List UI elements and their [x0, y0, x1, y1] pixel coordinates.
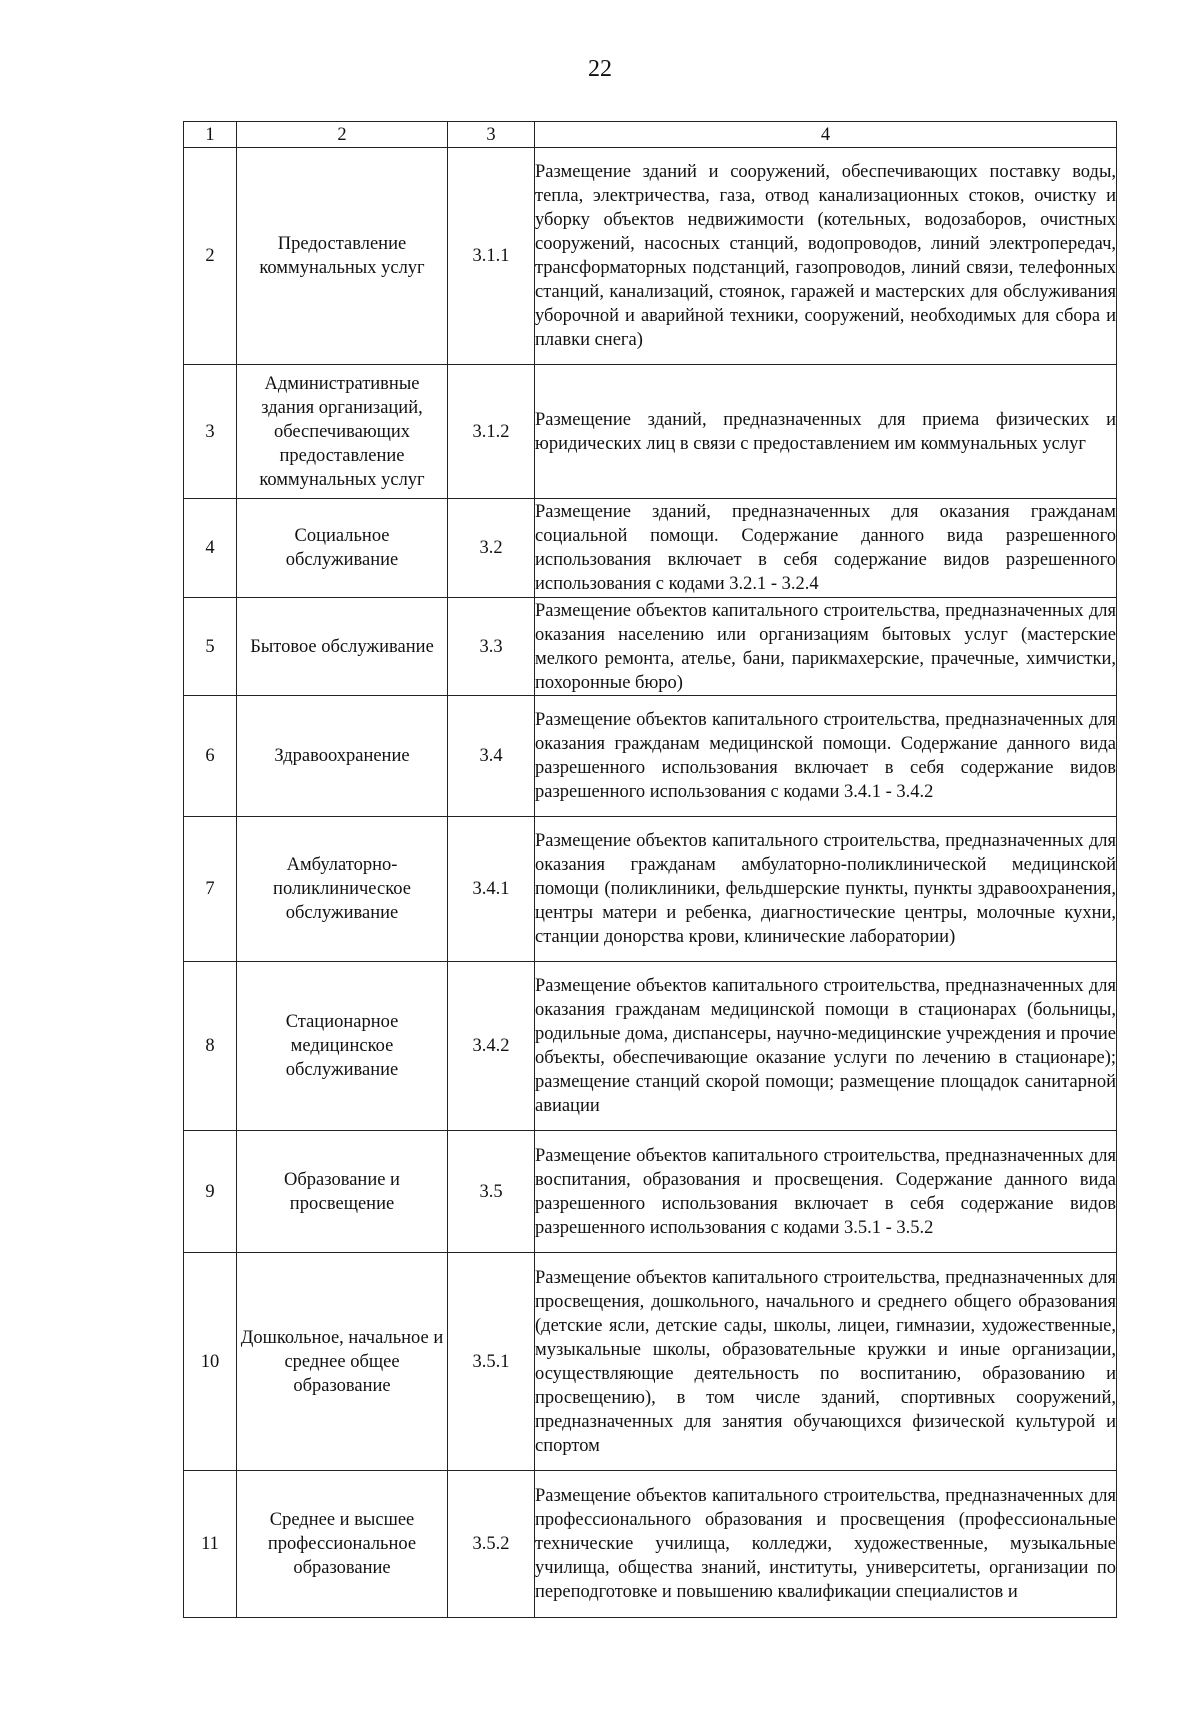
use-type-code: 3.4 — [448, 696, 535, 817]
row-number: 5 — [184, 598, 237, 696]
use-type-description: Размещение объектов капитального строительства, предназначенных для оказания гражданам медицинской помощи. Содержание данного вида разрешенного использования включает в себя содержание видов разрешенного использования с кодами 3.4.1 - 3.4.2 — [535, 696, 1117, 817]
use-type-code: 3.5.1 — [448, 1253, 535, 1471]
table-row — [184, 1253, 1117, 1471]
header-cell-2: 2 — [237, 122, 448, 148]
use-type-name: Дошкольное, начальное и среднее общее образование — [237, 1253, 448, 1471]
table-row — [184, 696, 1117, 817]
use-type-code: 3.4.1 — [448, 817, 535, 962]
row-number: 9 — [184, 1131, 237, 1253]
row-number: 6 — [184, 696, 237, 817]
row-number: 4 — [184, 499, 237, 598]
use-type-name: Бытовое обслуживание — [237, 598, 448, 696]
row-number: 11 — [184, 1471, 237, 1618]
table-row — [184, 148, 1117, 365]
use-type-code: 3.3 — [448, 598, 535, 696]
header-cell-1: 1 — [184, 122, 237, 148]
use-type-description: Размещение объектов капитального строительства, предназначенных для профессионального образования и просвещения (профессиональные технические училища, колледжи, художественные, музыкальные училища, общества знаний, институты, университеты, организации по переподготовке и повышению квалификации специалистов и — [535, 1471, 1117, 1618]
row-number: 10 — [184, 1253, 237, 1471]
use-type-description: Размещение зданий, предназначенных для оказания гражданам социальной помощи. Содержание данного вида разрешенного использования включает в себя содержание видов разрешенного использования с кодами 3.2.1 - 3.2.4 — [535, 499, 1117, 598]
table-row — [184, 499, 1117, 598]
use-type-name: Среднее и высшее профессиональное образование — [237, 1471, 448, 1618]
use-type-name: Стационарное медицинское обслуживание — [237, 962, 448, 1131]
use-type-description: Размещение объектов капитального строительства, предназначенных для оказания гражданам медицинской помощи в стационарах (больницы, родильные дома, диспансеры, научно-медицинские учреждения и прочие объекты, обеспечивающие оказание услуги по лечению в стационаре); размещение станций скорой помощи; размещение площадок санитарной авиации — [535, 962, 1117, 1131]
table-row — [184, 1131, 1117, 1253]
table-row — [184, 365, 1117, 499]
use-type-name: Социальное обслуживание — [237, 499, 448, 598]
land-use-table — [183, 121, 1117, 1618]
use-type-code: 3.1.2 — [448, 365, 535, 499]
use-type-name: Здравоохранение — [237, 696, 448, 817]
header-cell-3: 3 — [448, 122, 535, 148]
row-number: 2 — [184, 148, 237, 365]
use-type-code: 3.2 — [448, 499, 535, 598]
use-type-name: Амбулаторно-поликлиническое обслуживание — [237, 817, 448, 962]
table-row — [184, 962, 1117, 1131]
table-row — [184, 817, 1117, 962]
use-type-description: Размещение объектов капитального строительства, предназначенных для воспитания, образования и просвещения. Содержание данного вида разрешенного использования включает в себя содержание видов разрешенного использования с кодами 3.5.1 - 3.5.2 — [535, 1131, 1117, 1253]
use-type-code: 3.5.2 — [448, 1471, 535, 1618]
use-type-description: Размещение зданий, предназначенных для приема физических и юридических лиц в связи с предоставлением им коммунальных услуг — [535, 365, 1117, 499]
use-type-description: Размещение объектов капитального строительства, предназначенных для оказания гражданам амбулаторно-поликлинической медицинской помощи (поликлиники, фельдшерские пункты, пункты здравоохранения, центры матери и ребенка, диагностические центры, молочные кухни, станции донорства крови, клинические лаборатории) — [535, 817, 1117, 962]
use-type-code: 3.5 — [448, 1131, 535, 1253]
use-type-description: Размещение зданий и сооружений, обеспечивающих поставку воды, тепла, электричества, газа, отвод канализационных стоков, очистку и уборку объектов недвижимости (котельных, водозаборов, очистных сооружений, насосных станций, водопроводов, линий электропередач, трансформаторных подстанций, газопроводов, линий связи, телефонных станций, канализаций, стоянок, гаражей и мастерских для обслуживания уборочной и аварийной техники, сооружений, необходимых для сбора и плавки снега) — [535, 148, 1117, 365]
use-type-name: Административные здания организаций, обеспечивающих предоставление коммунальных услуг — [237, 365, 448, 499]
row-number: 3 — [184, 365, 237, 499]
use-type-code: 3.4.2 — [448, 962, 535, 1131]
use-type-name: Образование и просвещение — [237, 1131, 448, 1253]
header-cell-4: 4 — [535, 122, 1117, 148]
use-type-name: Предоставление коммунальных услуг — [237, 148, 448, 365]
use-type-description: Размещение объектов капитального строительства, предназначенных для оказания населению или организациям бытовых услуг (мастерские мелкого ремонта, ателье, бани, парикмахерские, прачечные, химчистки, похоронные бюро) — [535, 598, 1117, 696]
row-number: 8 — [184, 962, 237, 1131]
use-type-description: Размещение объектов капитального строительства, предназначенных для просвещения, дошкольного, начального и среднего общего образования (детские ясли, детские сады, школы, лицеи, гимназии, художественные, музыкальные школы, образовательные кружки и иные организации, осуществляющие деятельность по воспитанию, образованию и просвещению), в том числе зданий, спортивных сооружений, предназначенных для занятия обучающихся физической культурой и спортом — [535, 1253, 1117, 1471]
row-number: 7 — [184, 817, 237, 962]
table-header-row — [184, 122, 1117, 148]
table-row — [184, 1471, 1117, 1618]
table-row — [184, 598, 1117, 696]
use-type-code: 3.1.1 — [448, 148, 535, 365]
page-number: 22 — [588, 56, 612, 82]
